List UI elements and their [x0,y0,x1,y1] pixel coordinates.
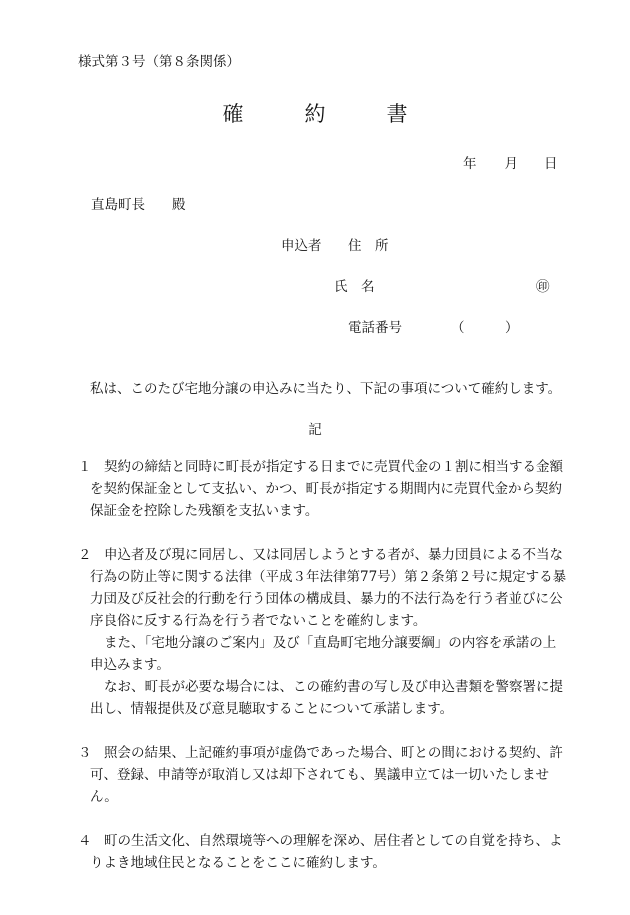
intro-statement: 私は、このたび宅地分譲の申込みに当たり、下記の事項について確約します。 [90,381,562,397]
list-item [78,456,568,522]
item-number: １ [78,459,92,475]
date-line [463,152,558,172]
item-list [78,456,568,896]
item-number: ２ [78,547,92,563]
item-paragraph: 申込者及び現に同居し、又は同居しようとする者が、暴力団員による不当な行為の防止等に関する法律（平成３年法律第77号）第２条第２号に規定する暴力団及び反社会的行動を行う団体の構成員、暴力的不法行為を行う者並びに公序良俗に反する行為を行う者でないことを確約します。 [90,547,567,629]
addressee: 直島町長 殿 [91,197,186,213]
item-number: ４ [78,833,92,849]
list-item [78,830,568,874]
phone-parentheses: （ ） [451,320,519,336]
seal-mark: ㊞ [536,279,550,295]
item-paragraph: なお、町長が必要な場合には、この確約書の写し及び申込書類を警察署に提出し、情報提供及び意見聴取することについて承諾します。 [90,679,563,717]
item-paragraph: 町の生活文化、自然環境等への理解を深め、居住者としての自覚を持ち、よりよき地域住民となることをここに確約します。 [90,833,563,871]
form-number: 様式第３号（第８条関係） [78,54,240,70]
document-title: 確 約 書 [222,102,428,126]
ki-heading: 記 [308,422,322,438]
date-day: 日 [544,156,558,172]
date-year: 年 [463,156,477,172]
address-label: 住 所 [348,238,389,254]
item-paragraph: 契約の締結と同時に町長が指定する日までに売買代金の１割に相当する金額を契約保証金として支払い、かつ、町長が指定する期間内に売買代金から契約保証金を控除した残額を支払います。 [90,459,563,519]
list-item [78,544,568,720]
list-item [78,742,568,808]
item-paragraph: また、「宅地分譲のご案内」及び「直島町宅地分譲要綱」の内容を承諾の上申込みます。 [90,635,557,673]
name-label: 氏 名 [334,279,375,295]
date-month: 月 [504,156,518,172]
item-paragraph: 照会の結果、上記確約事項が虚偽であった場合、町との間における契約、許可、登録、申請等が取消し又は却下されても、異議申立ては一切いたしません。 [90,745,563,805]
item-number: ３ [78,745,92,761]
phone-label: 電話番号 [348,320,402,336]
applicant-label: 申込者 [281,238,322,254]
